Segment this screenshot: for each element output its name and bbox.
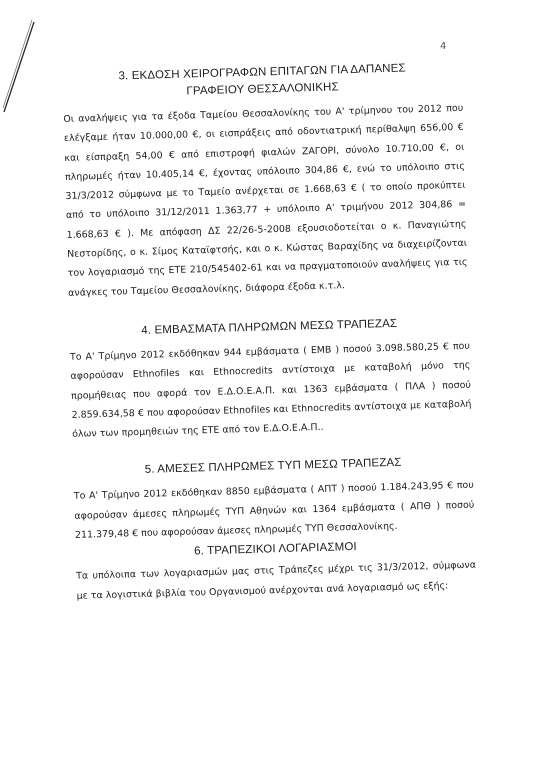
section-paragraph: Το Α' Τρίμηνο 2012 εκδόθηκαν 8850 εμβάσματα ( ΑΠΤ ) ποσού 1.184.243,95 € που αφορούσαν άμεσες πληρωμές ΤΥΠ Αθηνών και 1364 εμβάσματα ( ΑΠΘ ) ποσού 211.379,48 € που αφορούσαν άμεσες πληρωμές ΤΥΠ Θεσσαλονίκης. xyxy=(73,480,475,541)
binding-edge-mark xyxy=(0,0,60,120)
document-body xyxy=(62,59,477,606)
section-heading: 5. ΑΜΕΣΕΣ ΠΛΗΡΩΜΕΣ ΤΥΠ ΜΕΣΩ ΤΡΑΠΕΖΑΣ xyxy=(144,457,402,477)
section-heading-line-2: ΓΡΑΦΕΙΟΥ ΘΕΣΣΑΛΟΝΙΚΗΣ xyxy=(186,81,339,98)
section-heading: 6. ΤΡΑΠΕΖΙΚΟΙ ΛΟΓΑΡΙΑΣΜΟΙ xyxy=(193,541,357,558)
section-paragraph: Το Α' Τρίμηνο 2012 εκδόθηκαν 944 εμβάσματα ( ΕΜΒ ) ποσού 3.098.580,25 € που αφορούσαν Ethnofiles και Ethnocredits αντίστοιχα με καταβολή μόνο της προμήθειας που αφορά τον Ε.Δ.Ο.Ε.Α.Π. και 1363 εμβάσματα ( ΠΛΑ ) ποσού 2.859.634,58 € που αφορούσαν Ethnofiles και Ethnocredits αντίστοιχα με καταβολή όλων των προμηθειών της ΕΤΕ από τον Ε.Δ.Ο.Ε.Α.Π.. xyxy=(69,340,472,441)
section-paragraph: Οι αναλήψεις για τα έξοδα Ταμείου Θεσσαλονίκης του Α' τρίμηνου του 2012 που ελέγξαμε ήταν 10.000,00 €, οι εισπράξεις από οδοντιατρική περίθαλψη 656,00 € και είσπραξη 54,00 € από επιστροφή φιαλών ΖΑΓΟΡΙ, σύνολο 10.710,00 €, οι πληρωμές ήταν 10.405,14 €, έχοντας υπόλοιπο 304,86 €, ενώ το υπόλοιπο στις 31/3/2012 σύμφωνα με το Ταμείο ανέρχεται σε 1.668,63 € ( το οποίο προκύπτει από το υπόλοιπο 31/12/2011 1.363,77 + υπόλοιπο Α' τριμήνου 2012 304,86 = 1.668,63 € ). Με απόφαση ΔΣ 22/26-5-2008 εξουσιοδοτείται ο κ. Παναγιώτης Νεστορίδης, ο κ. Σίμος Καταϊφτσής, και ο κ. Κώστας Βαραχίδης να διαχειρίζονται τον λογαριασμό της ΕΤΕ 210/545402-61 και να πραγματοποιούν αναλήψεις για τις ανάγκες του Ταμείου Θεσσαλονίκης, διάφορα έξοδα κ.τ.λ. xyxy=(63,102,468,299)
section-heading: 4. ΕΜΒΑΣΜΑΤΑ ΠΛΗΡΩΜΩΝ ΜΕΣΩ ΤΡΑΠΕΖΑΣ xyxy=(141,317,398,337)
section-paragraph: Τα υπόλοιπα των λογαριασμών μας στις Τράπεζες μέχρι τις 31/3/2012, σύμφωνα με τα λογιστικά βιβλία του Οργανισμού ανέρχονται ανά λογαριασμό ως εξής: xyxy=(75,559,477,602)
section-heading xyxy=(62,59,463,104)
section-bank-remittances xyxy=(69,314,472,445)
section-handwritten-cheques xyxy=(62,59,468,303)
section-heading-line-1: 3. ΕΚΔΟΣΗ ΧΕΙΡΟΓΡΑΦΩΝ ΕΠΙΤΑΓΩΝ ΓΙΑ ΔΑΠΑΝΕΣ xyxy=(118,62,406,83)
section-direct-payments xyxy=(73,453,475,545)
page-number: 4 xyxy=(440,41,447,52)
section-bank-accounts xyxy=(75,536,476,606)
